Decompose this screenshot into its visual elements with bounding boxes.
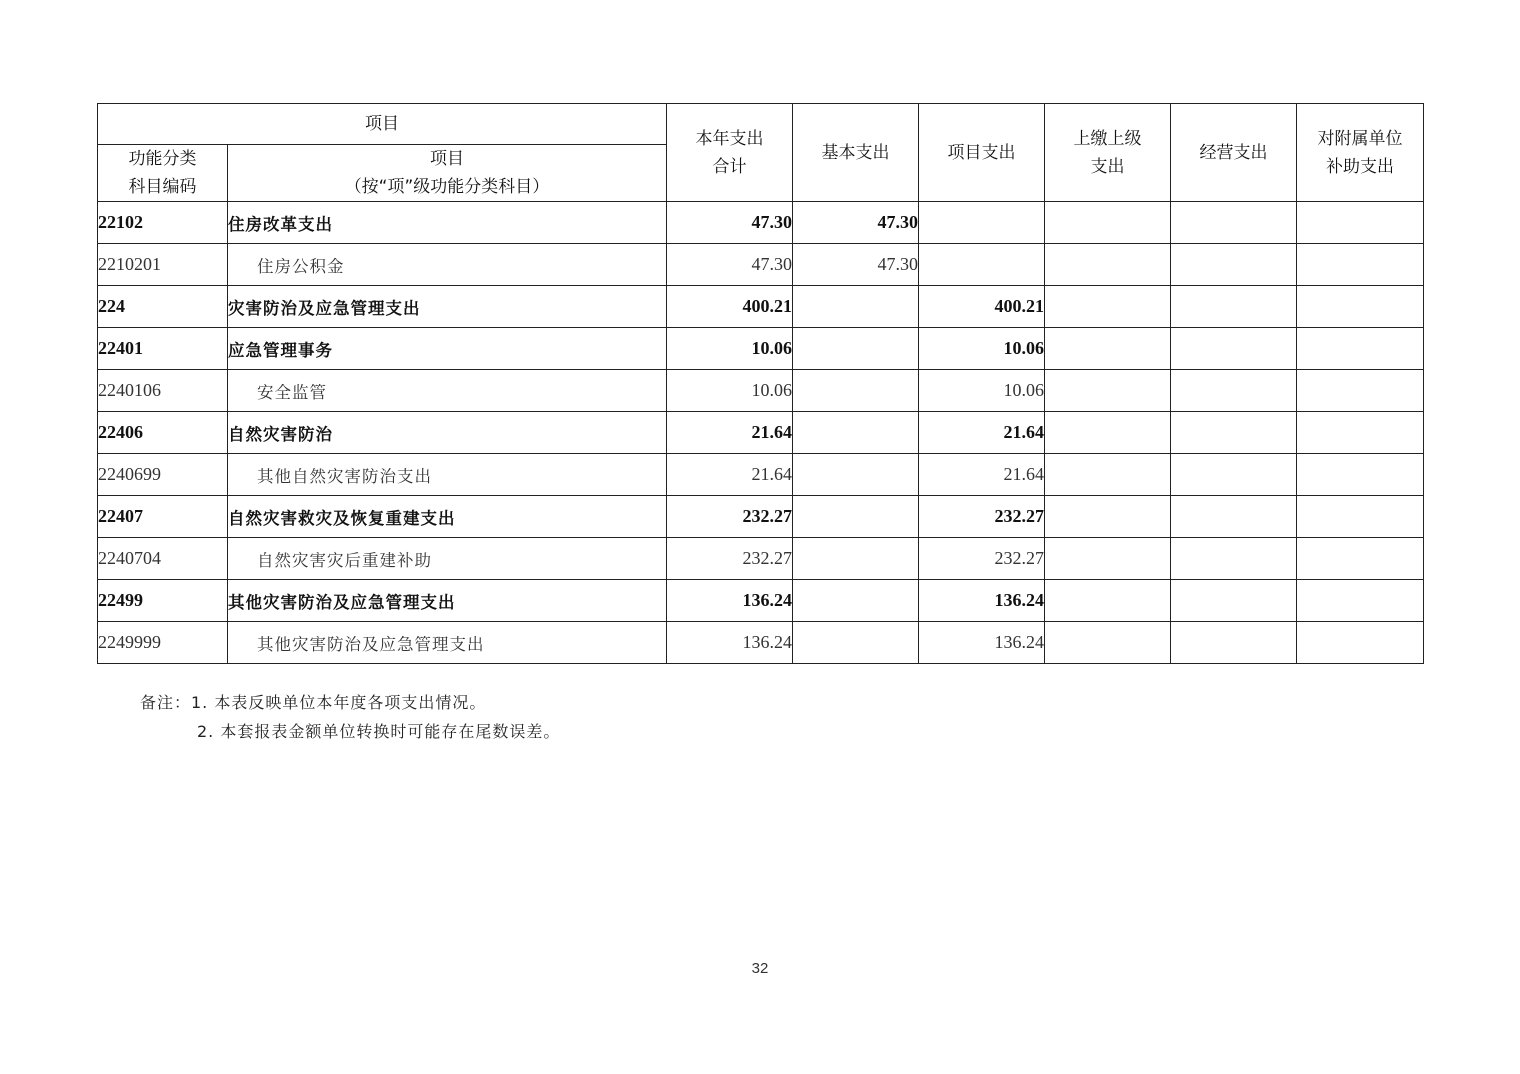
header-project-group: 项目: [98, 104, 667, 145]
header-code-line1: 功能分类: [128, 149, 197, 169]
cell-subsidy: [1297, 496, 1424, 538]
header-code: [98, 145, 228, 202]
cell-code: 2240106: [98, 370, 228, 412]
cell-total: 136.24: [667, 580, 793, 622]
cell-basic: [793, 580, 919, 622]
table-row: [98, 496, 1424, 538]
table-row: [98, 328, 1424, 370]
cell-business: [1171, 286, 1297, 328]
cell-business: [1171, 622, 1297, 664]
cell-code: 22401: [98, 328, 228, 370]
table-row: [98, 622, 1424, 664]
cell-upper: [1045, 328, 1171, 370]
cell-business: [1171, 454, 1297, 496]
cell-project: 136.24: [919, 622, 1045, 664]
cell-project: 10.06: [919, 370, 1045, 412]
header-basic: 基本支出: [793, 104, 919, 202]
cell-project: 136.24: [919, 580, 1045, 622]
header-name-line2: （按“项”级功能分类科目）: [344, 177, 550, 197]
cell-subsidy: [1297, 538, 1424, 580]
cell-total: 10.06: [667, 370, 793, 412]
cell-business: [1171, 202, 1297, 244]
cell-upper: [1045, 580, 1171, 622]
cell-code: 22407: [98, 496, 228, 538]
cell-upper: [1045, 286, 1171, 328]
cell-basic: [793, 412, 919, 454]
table-row: [98, 412, 1424, 454]
table-row: [98, 370, 1424, 412]
header-code-line2: 科目编码: [128, 177, 197, 197]
cell-name: 灾害防治及应急管理支出: [228, 286, 667, 328]
cell-project: 21.64: [919, 454, 1045, 496]
cell-project: 10.06: [919, 328, 1045, 370]
cell-basic: [793, 496, 919, 538]
cell-subsidy: [1297, 622, 1424, 664]
cell-basic: [793, 622, 919, 664]
cell-total: 47.30: [667, 202, 793, 244]
cell-name: 自然灾害防治: [228, 412, 667, 454]
cell-upper: [1045, 622, 1171, 664]
header-subsidy-line2: 补助支出: [1326, 156, 1394, 177]
cell-name: 住房改革支出: [228, 202, 667, 244]
cell-upper: [1045, 496, 1171, 538]
cell-upper: [1045, 454, 1171, 496]
header-name: [228, 145, 667, 202]
cell-subsidy: [1297, 202, 1424, 244]
notes: [140, 688, 560, 746]
cell-name: 应急管理事务: [228, 328, 667, 370]
cell-basic: 47.30: [793, 202, 919, 244]
cell-subsidy: [1297, 580, 1424, 622]
cell-project: [919, 244, 1045, 286]
cell-project: 232.27: [919, 496, 1045, 538]
cell-total: 232.27: [667, 538, 793, 580]
table-row: [98, 244, 1424, 286]
header-subsidy-line1: 对附属单位: [1317, 128, 1403, 149]
cell-name: 自然灾害灾后重建补助: [228, 538, 667, 580]
cell-basic: [793, 370, 919, 412]
header-upper: [1045, 104, 1171, 202]
cell-project: 232.27: [919, 538, 1045, 580]
table-row: [98, 538, 1424, 580]
cell-code: 224: [98, 286, 228, 328]
cell-code: 2249999: [98, 622, 228, 664]
cell-code: 2240704: [98, 538, 228, 580]
cell-code: 22406: [98, 412, 228, 454]
cell-basic: [793, 538, 919, 580]
cell-subsidy: [1297, 244, 1424, 286]
header-project: 项目支出: [919, 104, 1045, 202]
header-total: [667, 104, 793, 202]
cell-business: [1171, 244, 1297, 286]
cell-name: 住房公积金: [228, 244, 667, 286]
cell-business: [1171, 328, 1297, 370]
cell-basic: [793, 328, 919, 370]
cell-name: 其他灾害防治及应急管理支出: [228, 622, 667, 664]
cell-total: 400.21: [667, 286, 793, 328]
cell-basic: 47.30: [793, 244, 919, 286]
cell-total: 21.64: [667, 454, 793, 496]
header-business: 经营支出: [1171, 104, 1297, 202]
cell-subsidy: [1297, 454, 1424, 496]
cell-project: 400.21: [919, 286, 1045, 328]
table-body: [98, 202, 1424, 664]
header-upper-line2: 支出: [1090, 156, 1125, 177]
cell-subsidy: [1297, 412, 1424, 454]
cell-upper: [1045, 202, 1171, 244]
note-line-2: 2. 本套报表金额单位转换时可能存在尾数误差。: [197, 722, 561, 741]
cell-total: 47.30: [667, 244, 793, 286]
expenditure-table: [97, 103, 1424, 664]
cell-basic: [793, 454, 919, 496]
header-total-line2: 合计: [712, 156, 747, 177]
cell-code: 2240699: [98, 454, 228, 496]
cell-code: 22102: [98, 202, 228, 244]
cell-business: [1171, 412, 1297, 454]
cell-business: [1171, 496, 1297, 538]
cell-name: 其他自然灾害防治支出: [228, 454, 667, 496]
cell-basic: [793, 286, 919, 328]
cell-upper: [1045, 244, 1171, 286]
header-subsidy: [1297, 104, 1424, 202]
cell-business: [1171, 538, 1297, 580]
cell-total: 10.06: [667, 328, 793, 370]
table-row: [98, 202, 1424, 244]
cell-name: 其他灾害防治及应急管理支出: [228, 580, 667, 622]
page-number: 32: [751, 960, 769, 977]
cell-upper: [1045, 370, 1171, 412]
cell-project: 21.64: [919, 412, 1045, 454]
table-row: [98, 454, 1424, 496]
table-row: [98, 580, 1424, 622]
header-total-line1: 本年支出: [695, 128, 764, 149]
cell-total: 232.27: [667, 496, 793, 538]
cell-business: [1171, 580, 1297, 622]
cell-code: 22499: [98, 580, 228, 622]
note-line-1: 备注：1. 本表反映单位本年度各项支出情况。: [140, 693, 487, 712]
cell-name: 安全监管: [228, 370, 667, 412]
cell-name: 自然灾害救灾及恢复重建支出: [228, 496, 667, 538]
header-name-line1: 项目: [430, 149, 464, 169]
cell-business: [1171, 370, 1297, 412]
cell-total: 136.24: [667, 622, 793, 664]
cell-project: [919, 202, 1045, 244]
cell-subsidy: [1297, 328, 1424, 370]
table-row: [98, 286, 1424, 328]
cell-upper: [1045, 538, 1171, 580]
cell-subsidy: [1297, 370, 1424, 412]
cell-subsidy: [1297, 286, 1424, 328]
header-upper-line1: 上缴上级: [1073, 128, 1142, 149]
cell-upper: [1045, 412, 1171, 454]
cell-code: 2210201: [98, 244, 228, 286]
cell-total: 21.64: [667, 412, 793, 454]
